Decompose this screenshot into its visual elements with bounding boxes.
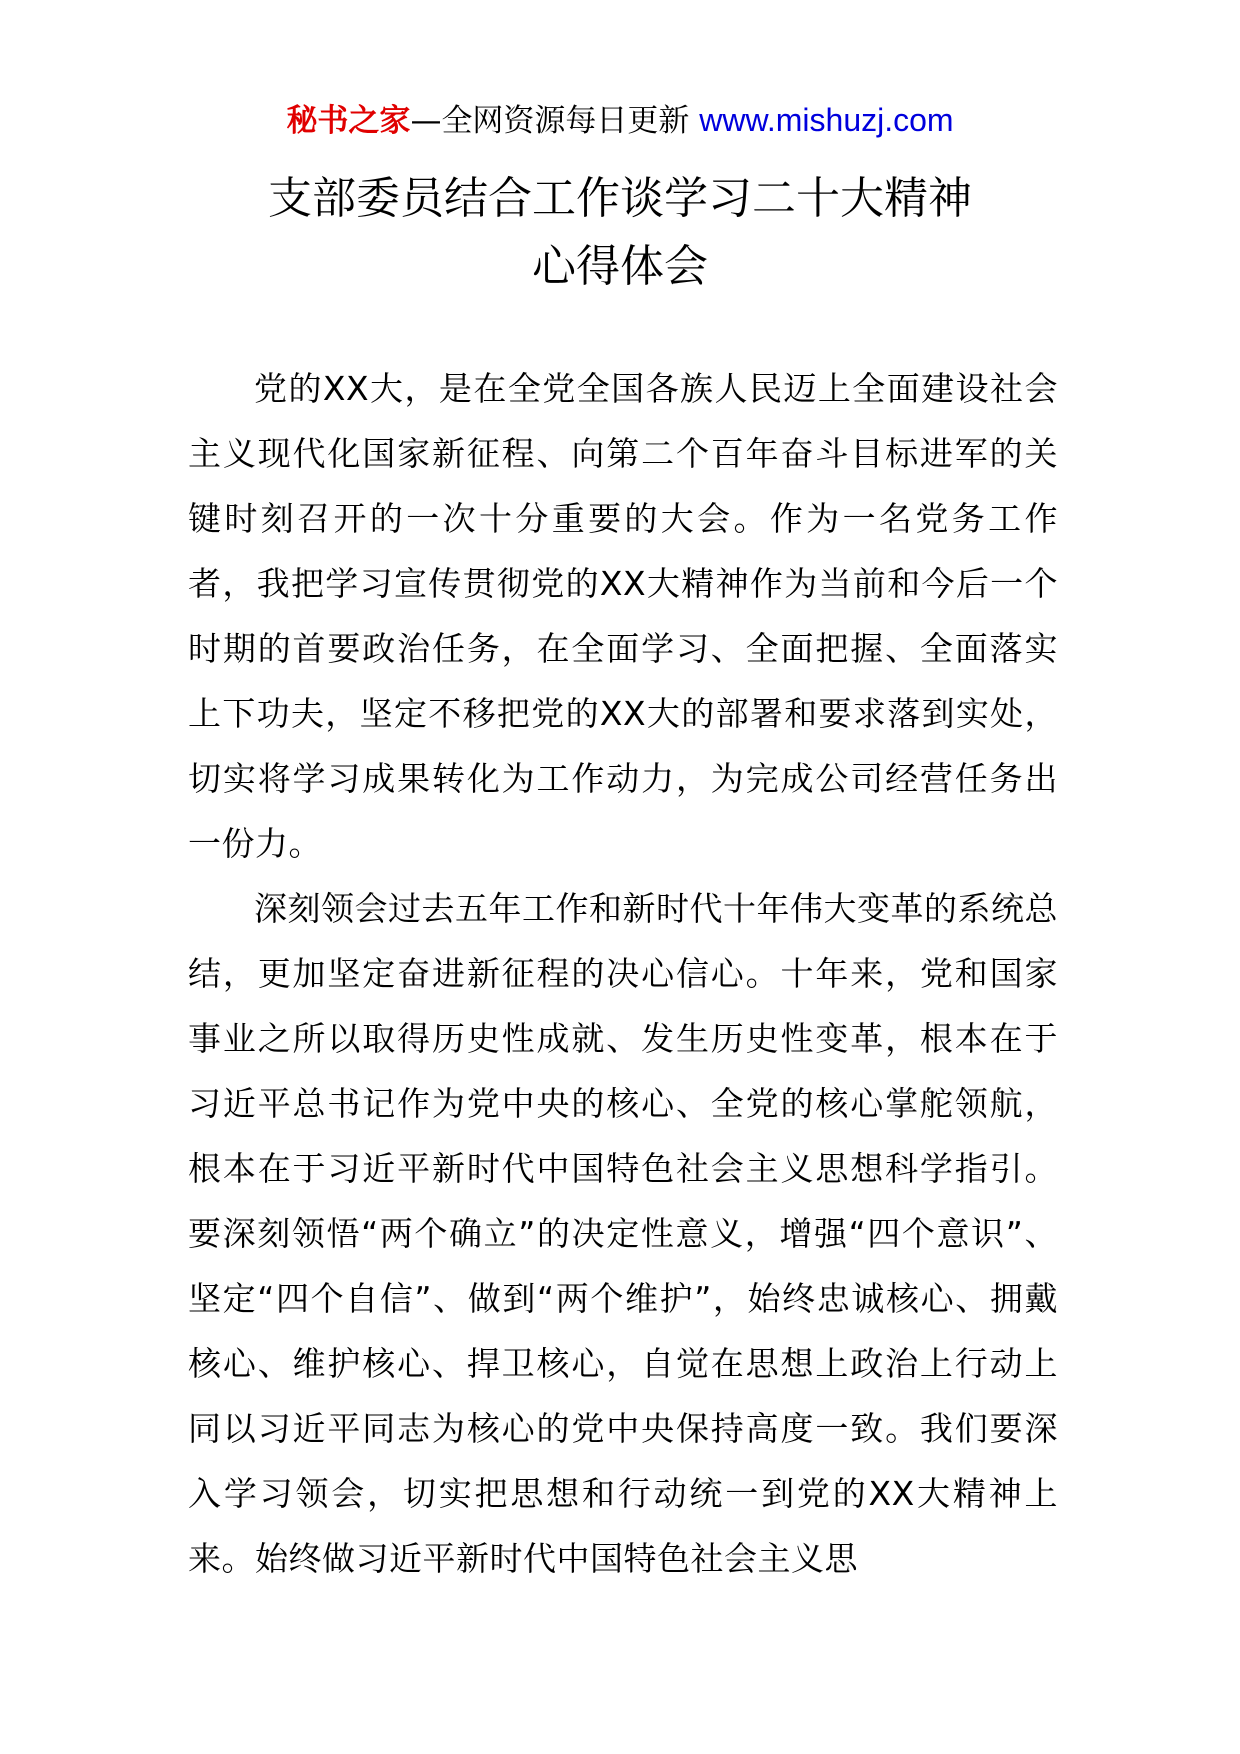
brand-name: 秘书之家 xyxy=(286,103,411,139)
paragraph-1: 党的XX大，是在全党全国各族人民迈上全面建设社会主义现代化国家新征程、向第二个百年奋斗目标进军的关键时刻召开的一次十分重要的大会。作为一名党务工作者，我把学习宣传贯彻党的XX大精神作为当前和今后一个时期的首要政治任务，在全面学习、全面把握、全面落实上下功夫，坚定不移把党的XX大的部署和要求落到实处，切实将学习成果转化为工作动力，为完成公司经营任务出一份力。 xyxy=(188,369,1058,863)
document-body xyxy=(188,356,1058,1591)
site-url-link[interactable]: www.mishuzj.com xyxy=(699,102,954,138)
site-header xyxy=(0,100,1240,141)
title-line-2: 心得体会 xyxy=(532,241,708,292)
title-line-1: 支部委员结合工作谈学习二十大精神 xyxy=(268,173,972,224)
header-tagline: —全网资源每日更新 xyxy=(410,103,690,139)
paragraph-2: 深刻领会过去五年工作和新时代十年伟大变革的系统总结，更加坚定奋进新征程的决心信心。十年来，党和国家事业之所以取得历史性成就、发生历史性变革，根本在于习近平总书记作为党中央的核心、全党的核心掌舵领航，根本在于习近平新时代中国特色社会主义思想科学指引。要深刻领悟“两个确立”的决定性意义，增强“四个意识”、坚定“四个自信”、做到“两个维护”，始终忠诚核心、拥戴核心、维护核心、捍卫核心，自觉在思想上政治上行动上同以习近平同志为核心的党中央保持高度一致。我们要深入学习领会，切实把思想和行动统一到党的XX大精神上来。始终做习近平新时代中国特色社会主义思 xyxy=(188,889,1058,1578)
document-title xyxy=(0,165,1240,301)
